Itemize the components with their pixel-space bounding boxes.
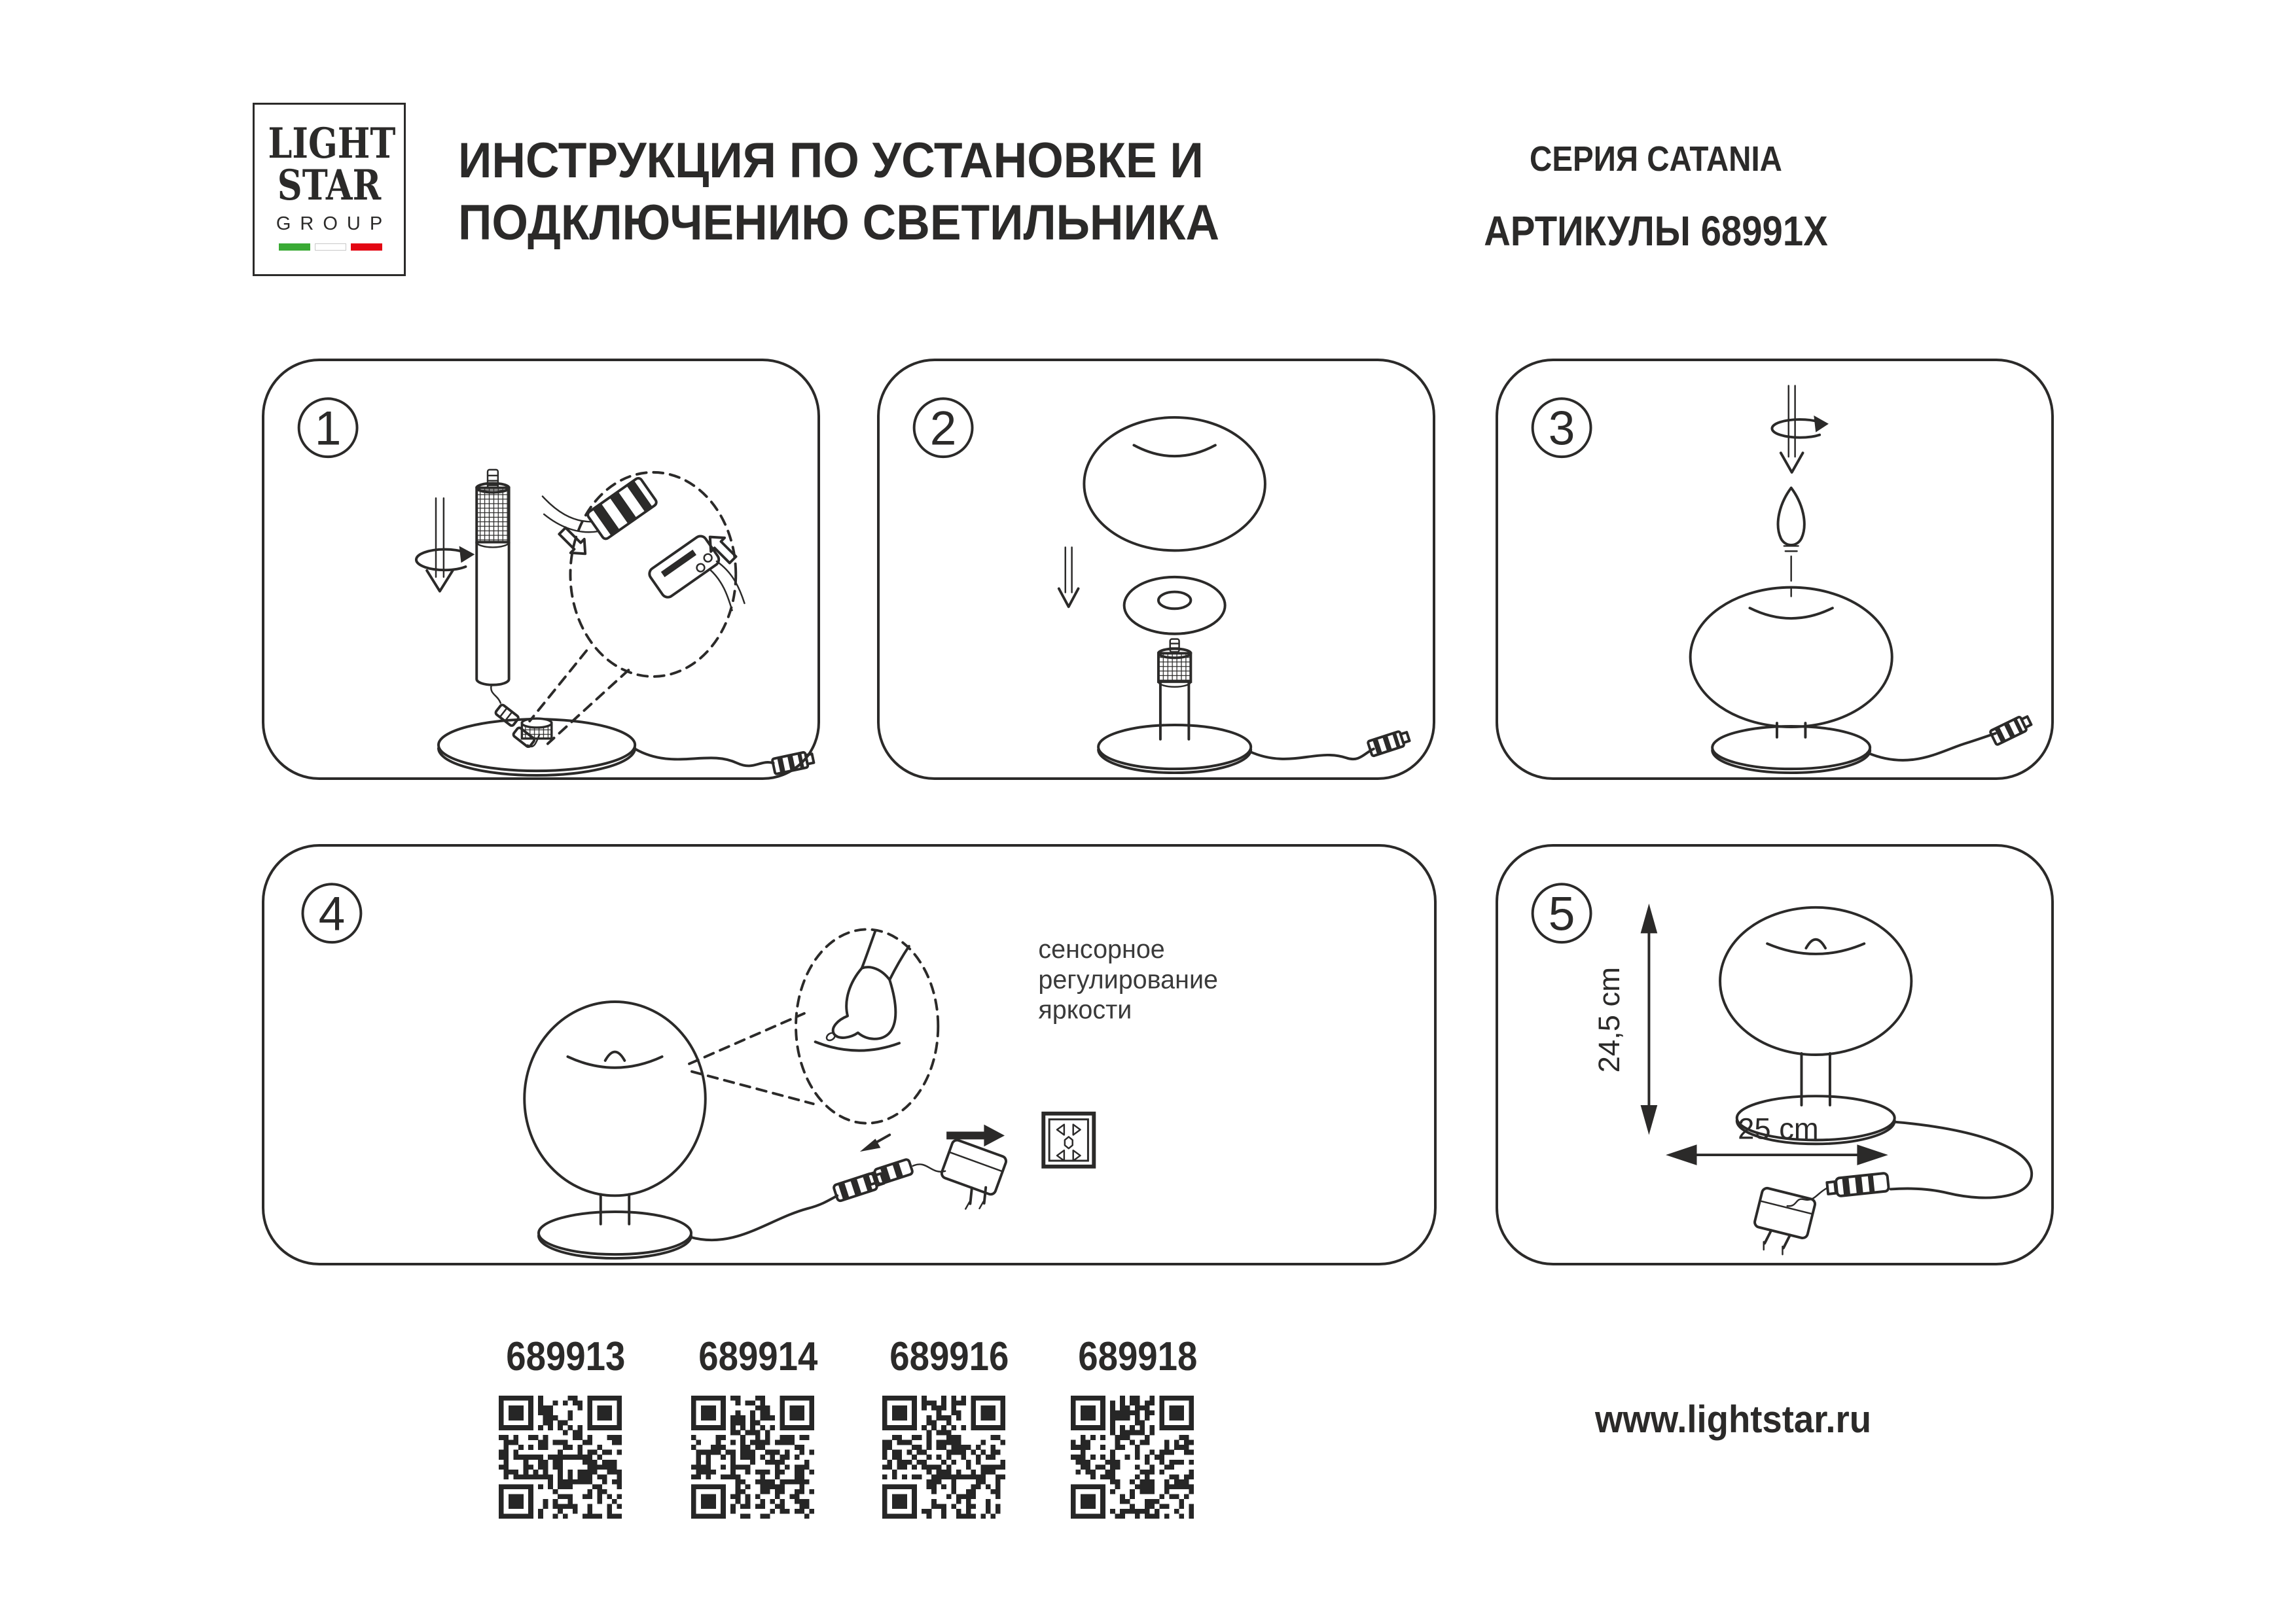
lamp-pole [476, 470, 509, 685]
lamp-shade [1084, 417, 1265, 550]
power-cable [690, 1159, 945, 1240]
power-cable [635, 749, 814, 775]
page-title-line2: ПОДКЛЮЧЕНИЮ СВЕТИЛЬНИКА [458, 195, 1220, 251]
power-cable [1867, 714, 2032, 760]
page-title [458, 130, 1219, 254]
hand-icon [825, 930, 909, 1042]
lamp-base [1098, 725, 1251, 773]
qr-code [499, 1396, 622, 1519]
qr-code [882, 1396, 1005, 1519]
assembled-lamp [524, 1002, 706, 1258]
connector-detail-balloon [529, 444, 749, 743]
width-label: 25 cm [1738, 1112, 1819, 1146]
washer-disc [1124, 577, 1225, 634]
article-group [1071, 1333, 1198, 1519]
lamp-base [439, 718, 635, 775]
step4-diagram [264, 847, 1434, 1263]
article-number: 689918 [1078, 1334, 1198, 1379]
touch-detail-balloon [689, 929, 938, 1123]
qr-code [1071, 1396, 1194, 1519]
step-panel-3 [1496, 359, 2054, 780]
touch-dimming-note: сенсорное регулирование яркости [1038, 934, 1219, 1025]
step-panel-1 [262, 359, 820, 780]
article-group [499, 1333, 626, 1519]
step-number: 4 [318, 887, 346, 941]
power-adapter [1749, 1187, 1816, 1259]
unplug-arrow-icon [860, 1135, 889, 1152]
flag-green-stripe [279, 243, 310, 251]
step3-diagram [1498, 361, 2051, 777]
down-arrow-icon [1059, 547, 1079, 607]
article-group [691, 1333, 818, 1519]
series-header [1427, 139, 1885, 255]
height-label: 24,5 cm [1592, 966, 1626, 1073]
shade-surface [816, 1042, 899, 1050]
article-number: 689914 [698, 1334, 818, 1379]
male-connector [535, 444, 658, 560]
article-number: 689913 [506, 1334, 626, 1379]
bulb [1778, 488, 1804, 597]
rotate-arrow-icon [416, 498, 475, 591]
assembled-lamp [1720, 908, 1911, 1144]
step-panel-2 [877, 359, 1435, 780]
logo-text-light: LIGHT [268, 119, 396, 168]
step1-diagram [264, 361, 817, 777]
step-number: 3 [1548, 402, 1575, 455]
width-dimension [1666, 1112, 1888, 1165]
article-number: 689916 [889, 1334, 1009, 1379]
articles-label: АРТИКУЛЫ 68991X [1484, 207, 1828, 255]
lightstar-logo [253, 103, 406, 276]
rotate-arrow-icon [1772, 386, 1828, 472]
series-label: СЕРИЯ CATANIA [1530, 139, 1782, 179]
qr-code [691, 1396, 814, 1519]
step2-diagram [880, 361, 1433, 777]
lamp-shade [1691, 588, 1892, 727]
logo-text-star: STAR [277, 161, 382, 210]
power-cable [1249, 729, 1410, 759]
step-panel-5 [1496, 844, 2054, 1265]
website-url: www.lightstar.ru [1595, 1398, 1872, 1441]
article-group [882, 1333, 1009, 1519]
flag-red-stripe [351, 243, 382, 251]
step5-diagram [1498, 847, 2051, 1263]
step-number: 1 [314, 402, 342, 455]
italian-flag-icon [279, 243, 384, 251]
logo-text-group: GROUP [276, 213, 392, 234]
lamp-base [1712, 726, 1870, 773]
plug-arrow-icon [946, 1125, 1005, 1147]
step-number: 2 [929, 402, 957, 455]
power-adapter [933, 1139, 1007, 1216]
flag-white-stripe [315, 243, 346, 251]
step-panel-4 [262, 844, 1437, 1265]
wall-socket-icon [1043, 1114, 1094, 1167]
page-title-line1: ИНСТРУКЦИЯ ПО УСТАНОВКЕ И [458, 133, 1204, 188]
step-number: 5 [1548, 887, 1575, 941]
height-dimension [1592, 904, 1657, 1135]
